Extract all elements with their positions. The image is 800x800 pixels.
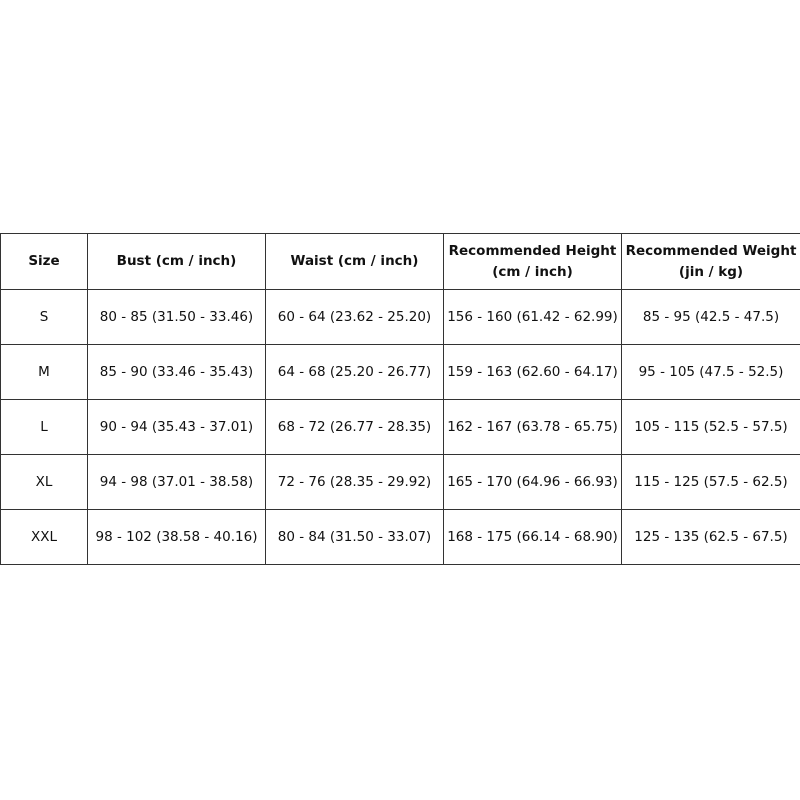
- header-waist-label: Waist (cm / inch): [290, 253, 419, 269]
- table-row: [1, 290, 800, 345]
- height-cell: 159 - 163 (62.60 - 64.17): [444, 345, 622, 400]
- size-cell: XL: [1, 455, 88, 510]
- size-cell: M: [1, 345, 88, 400]
- header-height-label: Recommended Height: [448, 242, 617, 259]
- size-cell: XXL: [1, 510, 88, 565]
- size-chart-table: [0, 233, 800, 565]
- weight-cell: 95 - 105 (47.5 - 52.5): [622, 345, 800, 400]
- waist-cell: 68 - 72 (26.77 - 28.35): [266, 400, 444, 455]
- height-cell: 165 - 170 (64.96 - 66.93): [444, 455, 622, 510]
- bust-cell: 80 - 85 (31.50 - 33.46): [88, 290, 266, 345]
- header-height: [444, 234, 622, 290]
- waist-cell: 72 - 76 (28.35 - 29.92): [266, 455, 444, 510]
- weight-cell: 115 - 125 (57.5 - 62.5): [622, 455, 800, 510]
- header-bust-label: Bust (cm / inch): [116, 253, 237, 269]
- height-cell: 162 - 167 (63.78 - 65.75): [444, 400, 622, 455]
- size-cell: L: [1, 400, 88, 455]
- waist-cell: 64 - 68 (25.20 - 26.77): [266, 345, 444, 400]
- header-size-label: Size: [28, 253, 60, 269]
- weight-cell: 85 - 95 (42.5 - 47.5): [622, 290, 800, 345]
- header-waist: [266, 234, 444, 290]
- height-cell: 156 - 160 (61.42 - 62.99): [444, 290, 622, 345]
- bust-cell: 94 - 98 (37.01 - 38.58): [88, 455, 266, 510]
- header-weight-label: Recommended Weight: [625, 242, 797, 259]
- table-row: [1, 510, 800, 565]
- table-row: [1, 455, 800, 510]
- header-size: [1, 234, 88, 290]
- weight-cell: 105 - 115 (52.5 - 57.5): [622, 400, 800, 455]
- table-row: [1, 345, 800, 400]
- waist-cell: 80 - 84 (31.50 - 33.07): [266, 510, 444, 565]
- bust-cell: 85 - 90 (33.46 - 35.43): [88, 345, 266, 400]
- bust-cell: 98 - 102 (38.58 - 40.16): [88, 510, 266, 565]
- height-cell: 168 - 175 (66.14 - 68.90): [444, 510, 622, 565]
- table-row: [1, 400, 800, 455]
- waist-cell: 60 - 64 (23.62 - 25.20): [266, 290, 444, 345]
- bust-cell: 90 - 94 (35.43 - 37.01): [88, 400, 266, 455]
- header-weight-unit: (jin / kg): [678, 263, 744, 280]
- header-weight: [622, 234, 800, 290]
- header-bust: [88, 234, 266, 290]
- header-row: [1, 234, 800, 290]
- header-height-unit: (cm / inch): [492, 263, 573, 280]
- size-cell: S: [1, 290, 88, 345]
- weight-cell: 125 - 135 (62.5 - 67.5): [622, 510, 800, 565]
